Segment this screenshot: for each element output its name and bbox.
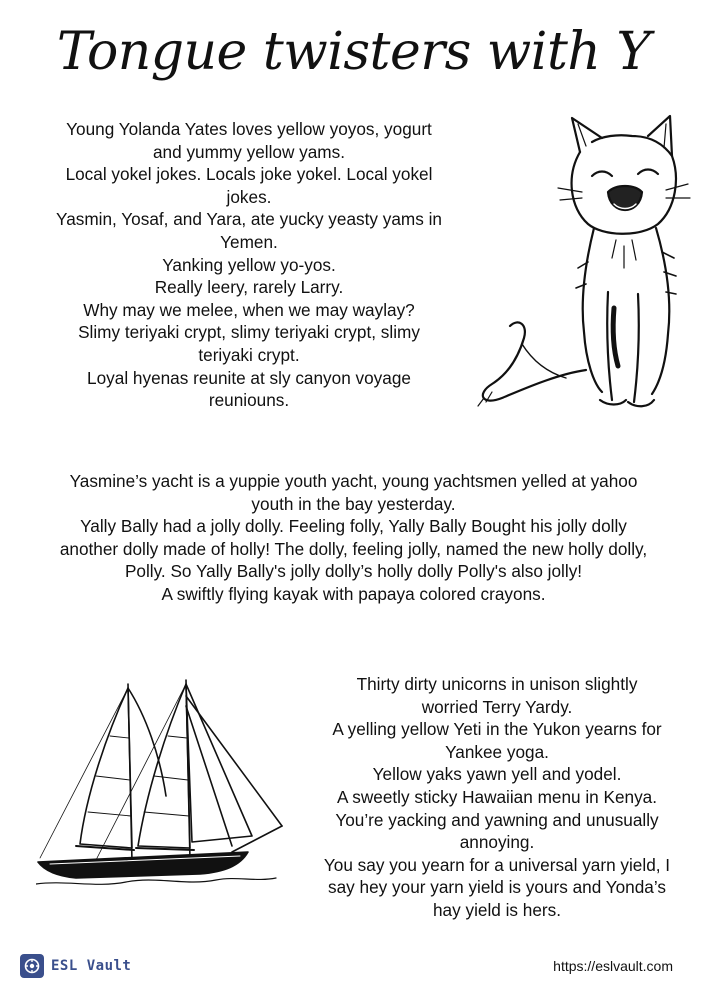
text-line: Yankee yoga. [445, 741, 549, 762]
esl-vault-logo[interactable] [20, 954, 131, 978]
text-line: Yasmine’s yacht is a yuppie youth yacht, young yachtsmen yelled at yahoo [69, 471, 638, 491]
text-line: and yummy yellow yams. [153, 141, 345, 162]
text-line: Why may we melee, when we may waylay? [83, 299, 415, 320]
text-line: hay yield is hers. [432, 899, 561, 920]
text-line: another dolly made of holly! The dolly, feeling jolly, named the new holly dolly, [59, 538, 648, 559]
text-line: reuniouns. [208, 390, 290, 411]
text-line: Yally Bally had a jolly dolly. Feeling folly, Yally Bally Bought his jolly dolly [80, 516, 627, 537]
text-line: You’re yacking and yawning and unusually [335, 809, 659, 830]
text-line: Really leery, rarely Larry. [154, 277, 344, 298]
text-line: A swiftly flying kayak with papaya colored crayons. [161, 583, 546, 604]
vault-icon [20, 954, 44, 978]
footer [0, 952, 707, 984]
twister-block-3 [302, 673, 692, 922]
page-title: Tongue twisters with Y [56, 22, 651, 82]
text-line: Polly. So Yally Bally's jolly dolly’s holly dolly Polly's also jolly! [124, 561, 583, 582]
logo-text: ESL Vault [51, 958, 132, 974]
text-line: say hey your yarn yield is yours and Yonda’s [328, 877, 666, 898]
text-line: teriyaki crypt. [198, 344, 300, 365]
text-line: Yasmin, Yosaf, and Yara, ate yucky yeasty yams in [56, 209, 442, 230]
text-line: A yelling yellow Yeti in the Yukon yearns for [332, 719, 662, 740]
website-link[interactable]: https://eslvault.com [553, 958, 673, 974]
text-line: Loyal hyenas reunite at sly canyon voyage [87, 367, 411, 388]
text-line: jokes. [226, 186, 272, 207]
text-line: Yellow yaks yawn yell and yodel. [372, 764, 622, 785]
text-line: Thirty dirty unicorns in unison slightly [356, 674, 638, 694]
twister-block-1 [28, 118, 470, 412]
text-line: worried Terry Yardy. [421, 696, 573, 717]
text-line: annoying. [459, 832, 535, 853]
twister-block-2 [20, 470, 687, 606]
kitten-illustration [462, 112, 694, 412]
sailboat-illustration [36, 676, 284, 916]
text-line: A sweetly sticky Hawaiian menu in Kenya. [336, 786, 658, 807]
text-line: youth in the bay yesterday. [251, 493, 456, 514]
text-line: You say you yearn for a universal yarn yield, I [323, 854, 671, 875]
text-line: Yemen. [220, 231, 278, 252]
text-line: Local yokel jokes. Locals joke yokel. Local yokel [65, 164, 433, 185]
text-line: Slimy teriyaki crypt, slimy teriyaki crypt, slimy [78, 322, 420, 343]
text-line: Young Yolanda Yates loves yellow yoyos, yogurt [66, 119, 432, 139]
text-line: Yanking yellow yo-yos. [162, 254, 336, 275]
